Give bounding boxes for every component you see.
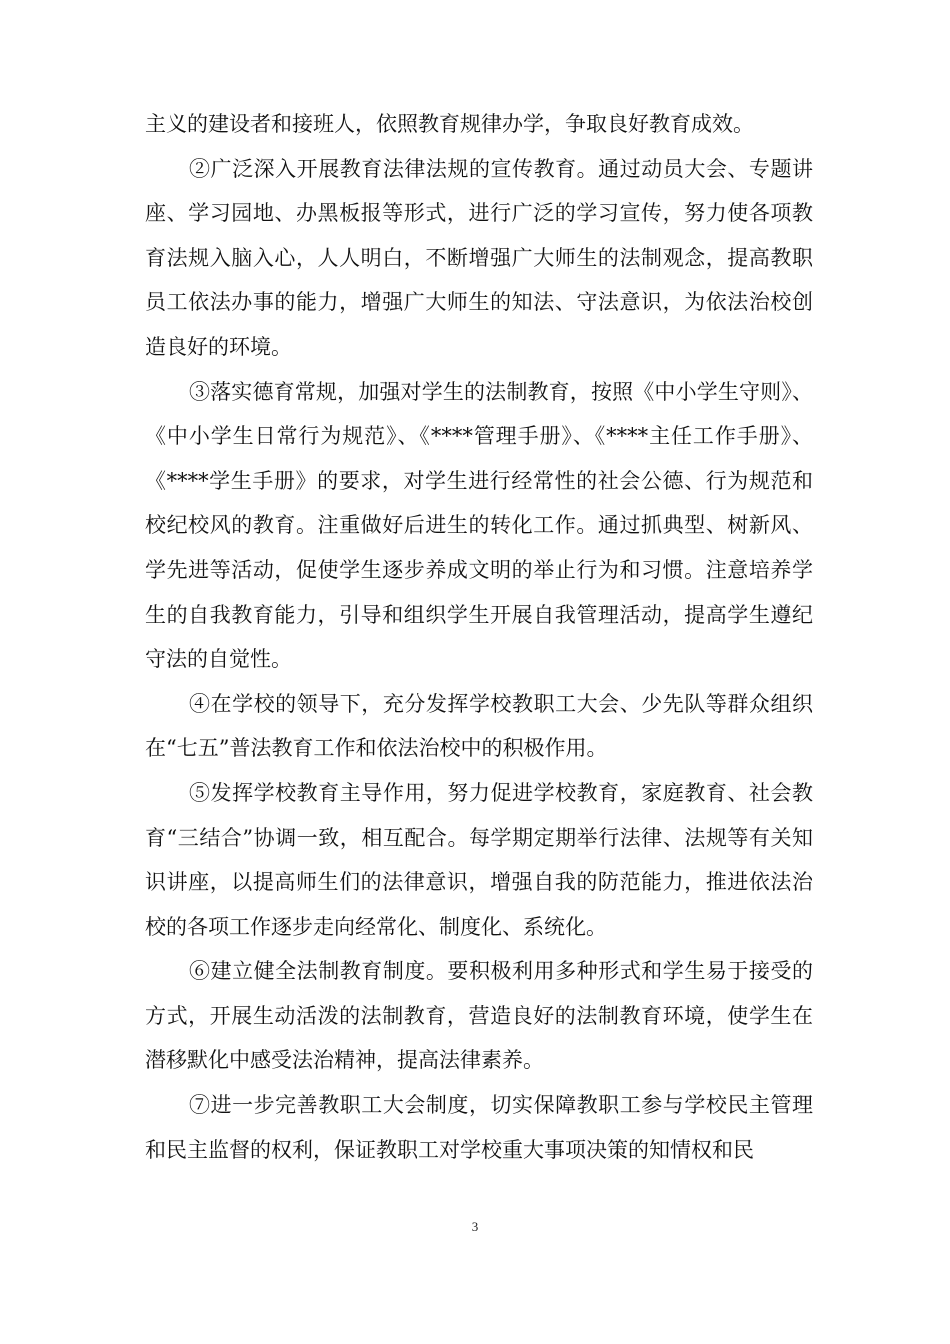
paragraph-6: ⑥建立健全法制教育制度。要积极利用多种形式和学生易于接受的方式，开展生动活泼的法制教育，营造良好的法制教育环境，使学生在潜移默化中感受法治精神，提高法律素养。: [145, 959, 813, 1073]
document-body: [145, 102, 813, 1172]
paragraph-continuation: 主义的建设者和接班人，依照教育规律办学，争取良好教育成效。: [145, 112, 754, 136]
paragraph-2: ②广泛深入开展教育法律法规的宣传教育。通过动员大会、专题讲座、学习园地、办黑板报等形式，进行广泛的学习宣传，努力使各项教育法规入脑入心，人人明白，不断增强广大师生的法制观念，提高教职员工依法办事的能力，增强广大师生的知法、守法意识，为依法治校创造良好的环境。: [145, 156, 813, 359]
paragraph-5: ⑤发挥学校教育主导作用，努力促进学校教育，家庭教育、社会教育“三结合”协调一致，相互配合。每学期定期举行法律、法规等有关知识讲座，以提高师生们的法律意识，增强自我的防范能力，推进依法治校的各项工作逐步走向经常化、制度化、系统化。: [145, 780, 813, 939]
paragraph-4: ④在学校的领导下，充分发挥学校教职工大会、少先队等群众组织在“七五”普法教育工作和依法治校中的积极作用。: [145, 691, 813, 761]
paragraph-3: ③落实德育常规，加强对学生的法制教育，按照《中小学生守则》、《中小学生日常行为规范》、《****管理手册》、《****主任工作手册》、《****学生手册》的要求，对学生进行经常性的社会公德、行为规范和校纪校风的教育。注重做好后进生的转化工作。通过抓典型、树新风、学先进等活动，促使学生逐步养成文明的举止行为和习惯。注意培养学生的自我教育能力，引导和组织学生开展自我管理活动，提高学生遵纪守法的自觉性。: [145, 379, 813, 672]
paragraph-7: ⑦进一步完善教职工大会制度，切实保障教职工参与学校民主管理和民主监督的权利，保证教职工对学校重大事项决策的知情权和民: [145, 1093, 813, 1162]
page-number: 3: [471, 1219, 479, 1234]
